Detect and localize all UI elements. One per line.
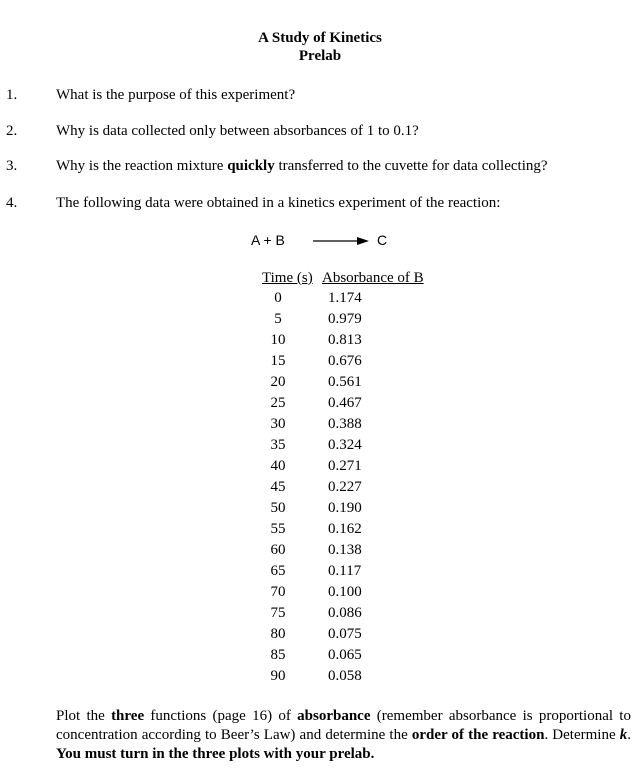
instructions-bold: absorbance xyxy=(297,708,371,724)
absorbance-cell: 0.388 xyxy=(328,416,362,432)
absorbance-cell: 0.065 xyxy=(328,647,362,663)
time-cell: 60 xyxy=(270,542,286,558)
instructions-bold-italic: k xyxy=(619,727,628,743)
time-cell: 10 xyxy=(270,332,286,348)
absorbance-cell: 0.138 xyxy=(328,542,362,558)
instructions-text: (remember absorbance is proportional to concentration according to Beer’s Law) and determine the xyxy=(56,708,631,743)
time-cell: 25 xyxy=(270,395,286,411)
table-header-time: Time (s) xyxy=(262,270,313,286)
table-header-absorbance: Absorbance of B xyxy=(322,270,424,286)
absorbance-cell: 0.190 xyxy=(328,500,362,516)
question-text: Why is data collected only between absorbances of 1 to 0.1? xyxy=(56,123,419,139)
time-cell: 40 xyxy=(270,458,286,474)
reactants: A + B xyxy=(251,232,285,248)
product: C xyxy=(377,232,388,248)
question-text: The following data were obtained in a kinetics experiment of the reaction: xyxy=(56,195,501,211)
time-cell: 45 xyxy=(270,479,286,495)
page-subtitle: Prelab xyxy=(298,48,342,64)
time-cell: 35 xyxy=(270,437,286,453)
time-cell: 50 xyxy=(270,500,286,516)
question-1 xyxy=(0,87,632,107)
instructions-paragraph xyxy=(56,707,631,764)
question-text-part: Why is the reaction mixture xyxy=(56,158,228,174)
question-text-part: transferred to the cuvette for data collecting? xyxy=(274,158,548,174)
question-3 xyxy=(0,158,632,178)
reaction-arrow-icon xyxy=(311,235,369,247)
question-text xyxy=(56,158,548,175)
question-text: What is the purpose of this experiment? xyxy=(56,87,296,103)
time-cell: 55 xyxy=(270,521,286,537)
question-number: 3. xyxy=(6,158,18,174)
absorbance-cell: 0.676 xyxy=(328,353,362,369)
instructions-text: . xyxy=(627,727,631,743)
absorbance-cell: 0.058 xyxy=(328,668,362,684)
question-2 xyxy=(0,123,632,143)
time-cell: 80 xyxy=(270,626,286,642)
absorbance-cell: 0.561 xyxy=(328,374,362,390)
absorbance-cell: 0.075 xyxy=(328,626,362,642)
instructions-text: functions (page 16) of xyxy=(144,708,298,724)
absorbance-cell: 0.324 xyxy=(328,437,362,453)
time-cell: 30 xyxy=(270,416,286,432)
instructions-text: . Determine xyxy=(544,727,620,743)
time-cell: 20 xyxy=(270,374,286,390)
absorbance-cell: 0.467 xyxy=(328,395,362,411)
instructions-bold: You must turn in the three plots with your prelab. xyxy=(56,746,375,762)
time-cell: 75 xyxy=(270,605,286,621)
time-cell: 90 xyxy=(270,668,286,684)
absorbance-cell: 0.227 xyxy=(328,479,362,495)
instructions-bold: three xyxy=(111,708,145,724)
absorbance-cell: 0.100 xyxy=(328,584,362,600)
time-cell: 85 xyxy=(270,647,286,663)
question-number: 4. xyxy=(6,195,18,211)
absorbance-cell: 0.813 xyxy=(328,332,362,348)
absorbance-cell: 0.162 xyxy=(328,521,362,537)
time-cell: 70 xyxy=(270,584,286,600)
absorbance-cell: 0.979 xyxy=(328,311,362,327)
absorbance-cell: 1.174 xyxy=(328,290,362,306)
instructions-bold: order of the reaction xyxy=(411,727,545,743)
instructions-text: Plot the xyxy=(56,708,112,724)
absorbance-cell: 0.086 xyxy=(328,605,362,621)
question-4 xyxy=(0,195,632,215)
page-title: A Study of Kinetics xyxy=(258,30,382,46)
time-cell: 5 xyxy=(274,311,282,327)
time-cell: 15 xyxy=(270,353,286,369)
time-cell: 65 xyxy=(270,563,286,579)
question-number: 2. xyxy=(6,123,18,139)
time-cell: 0 xyxy=(274,290,282,306)
question-number: 1. xyxy=(6,87,18,103)
absorbance-cell: 0.117 xyxy=(328,563,362,579)
absorbance-cell: 0.271 xyxy=(328,458,362,474)
question-text-bold: quickly xyxy=(227,158,275,174)
